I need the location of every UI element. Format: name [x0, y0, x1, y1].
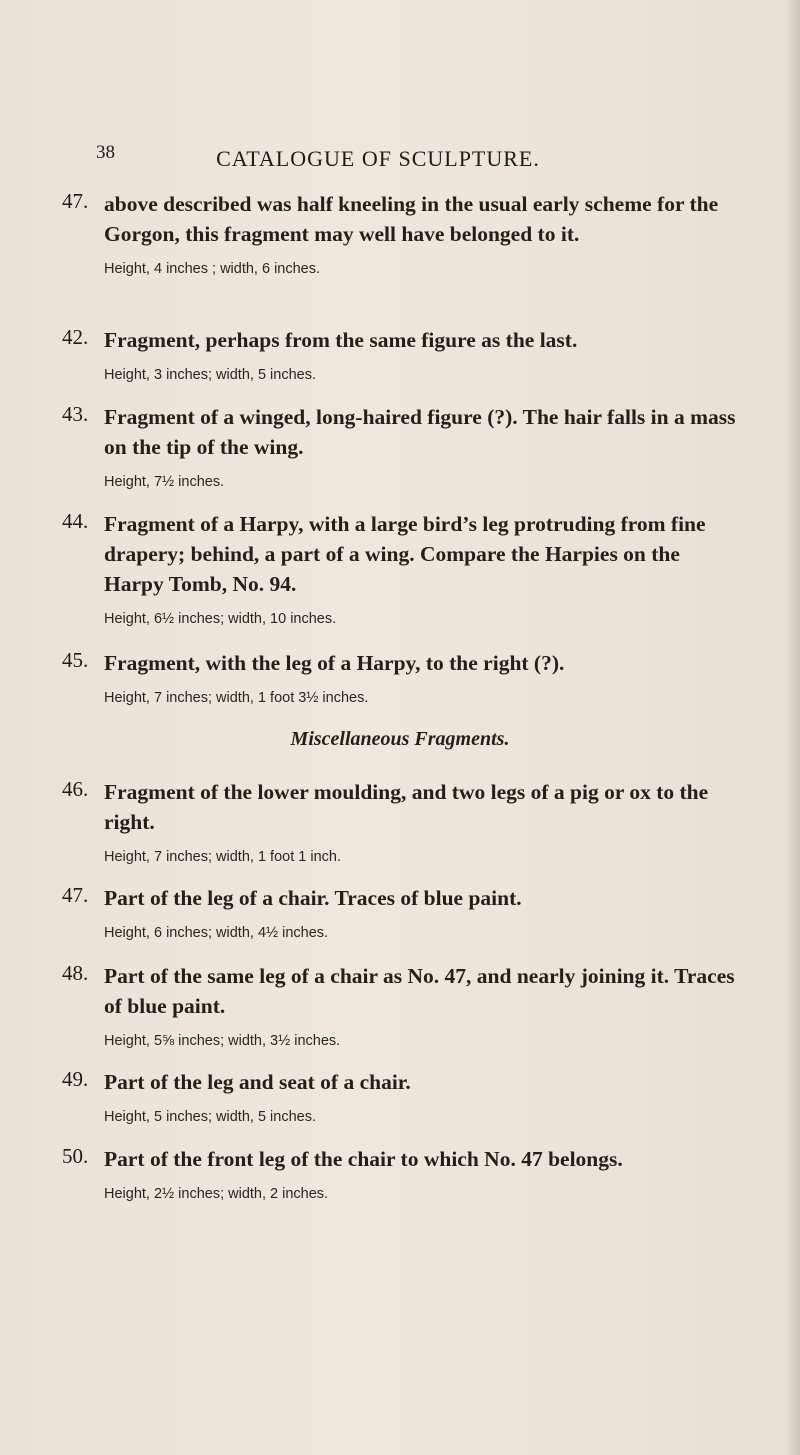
entry-measurements: Height, 7½ inches. [104, 474, 225, 490]
entry-text: Fragment of the lower moulding, and two legs of a pig or ox to the right. [104, 780, 709, 834]
entry-measurements: Height, 5⅝ inches; width, 3½ inches. [104, 1033, 341, 1049]
entry-text: Fragment of a Harpy, with a large bird’s leg protruding from fine drapery; behind, a part of a wing. Compare the Harpies on the Harpy Tomb, No. 94. [104, 512, 706, 596]
entry-number: 45. [62, 648, 89, 672]
entry-number: 47. [62, 883, 89, 907]
catalogue-entry [62, 1067, 742, 1125]
entry-measurements: Height, 7 inches; width, 1 foot 3½ inches. [104, 690, 369, 706]
entry-measurements: Height, 5 inches; width, 5 inches. [104, 1109, 316, 1125]
catalogue-entry [62, 777, 742, 865]
catalogue-entry [62, 648, 742, 706]
entry-number: 44. [62, 509, 89, 533]
catalogue-entry [62, 883, 742, 941]
entry-number: 42. [62, 325, 89, 349]
catalogue-entry [62, 961, 742, 1049]
entry-text: Part of the leg and seat of a chair. [104, 1070, 411, 1094]
entry-text: Part of the front leg of the chair to which No. 47 belongs. [104, 1147, 623, 1171]
entry-measurements: Height, 7 inches; width, 1 foot 1 inch. [104, 849, 341, 865]
entry-measurements: Height, 3 inches; width, 5 inches. [104, 367, 316, 383]
catalogue-entry [62, 189, 742, 277]
entry-measurements: Height, 2½ inches; width, 2 inches. [104, 1186, 329, 1202]
entry-number: 49. [62, 1067, 89, 1091]
catalogue-entry [62, 325, 742, 383]
entry-text: Part of the leg of a chair. Traces of blue paint. [104, 886, 522, 910]
entry-text: Fragment, perhaps from the same figure as the last. [104, 328, 578, 352]
entry-number: 46. [62, 777, 89, 801]
catalogue-entry [62, 402, 742, 490]
entry-measurements: Height, 6½ inches; width, 10 inches. [104, 611, 337, 627]
catalogue-entry [62, 1144, 742, 1202]
entry-number: 43. [62, 402, 89, 426]
entry-text: above described was half kneeling in the usual early scheme for the Gorgon, this fragment may well have belonged to it. [104, 192, 719, 246]
entry-measurements: Height, 4 inches ; width, 6 inches. [104, 261, 321, 277]
page-header [58, 142, 698, 176]
page-edge-shadow [786, 0, 800, 1455]
entry-number: 50. [62, 1144, 89, 1168]
entry-text: Fragment, with the leg of a Harpy, to the right (?). [104, 651, 565, 675]
entry-measurements: Height, 6 inches; width, 4½ inches. [104, 925, 329, 941]
entry-text: Part of the same leg of a chair as No. 47, and nearly joining it. Traces of blue paint. [104, 964, 735, 1018]
entry-number: 47. [62, 189, 89, 213]
running-head: CATALOGUE OF SCULPTURE. [216, 146, 540, 171]
entry-number: 48. [62, 961, 89, 985]
catalogue-entry [62, 509, 742, 627]
section-title: Miscellaneous Fragments. [290, 728, 510, 750]
entry-text: Fragment of a winged, long-haired figure (?). The hair falls in a mass on the tip of the wing. [104, 405, 736, 459]
page-number: 38 [96, 142, 115, 163]
